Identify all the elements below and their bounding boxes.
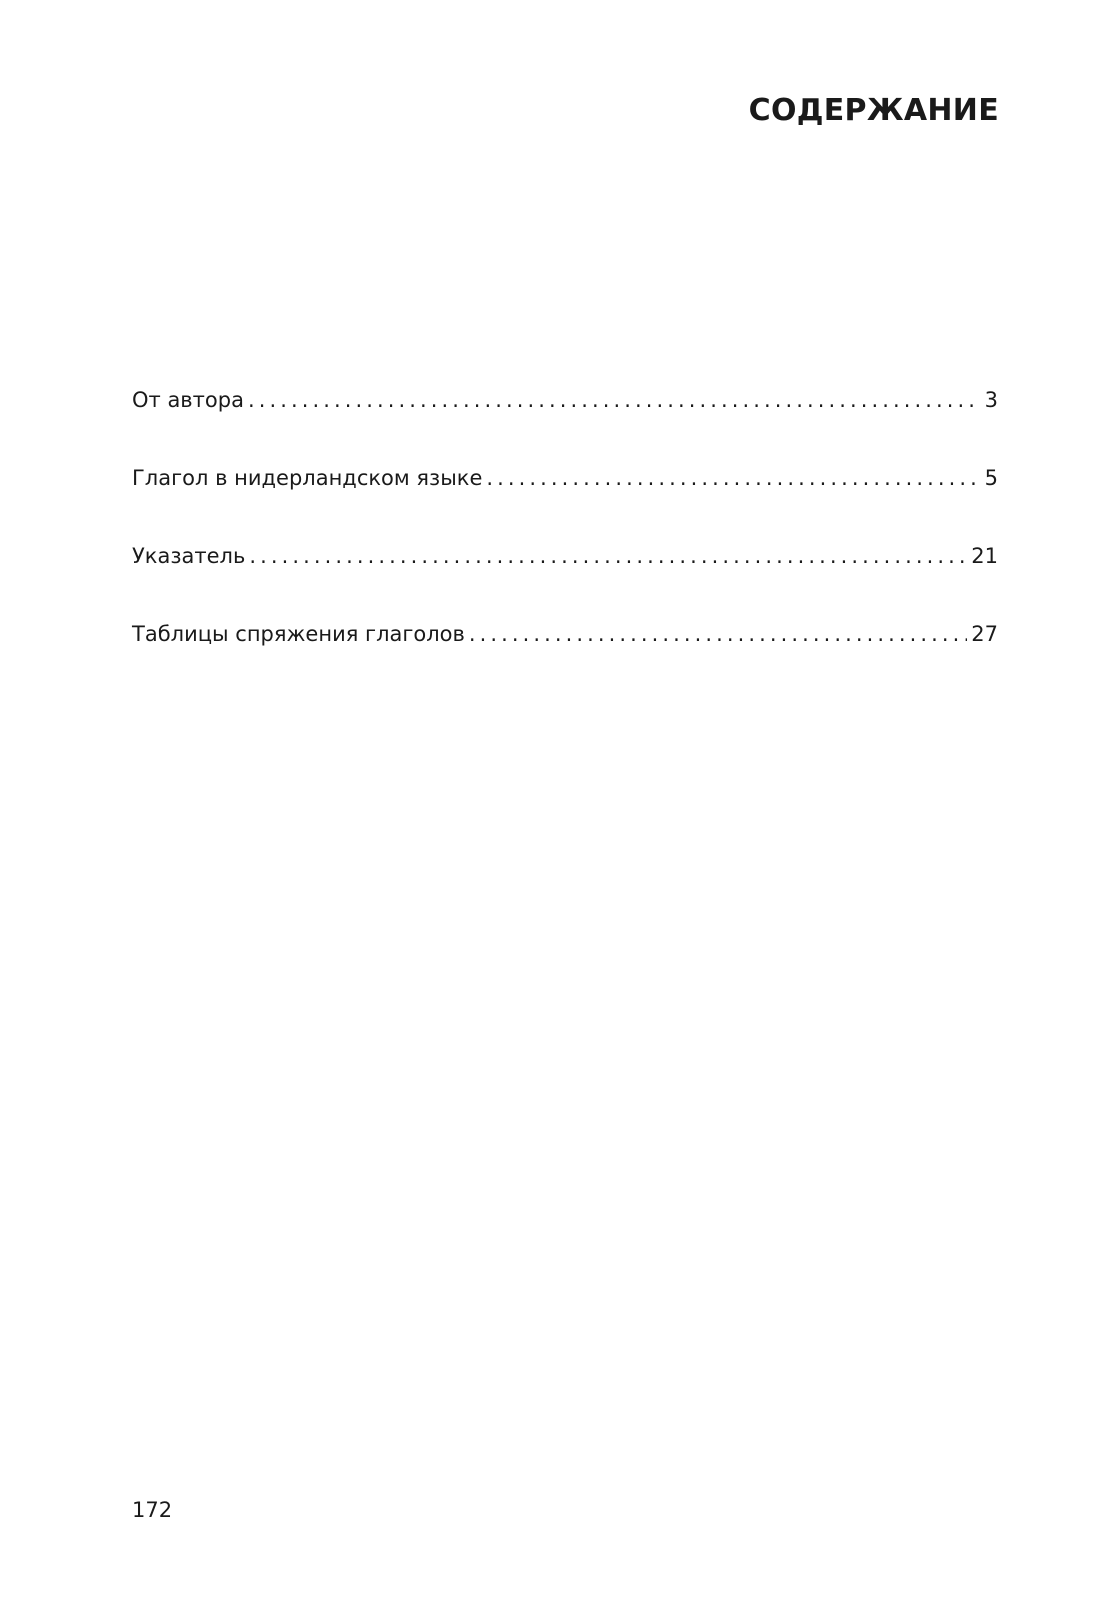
- toc-entry[interactable]: [132, 537, 998, 575]
- dot-leader: [249, 537, 967, 575]
- page-heading: СОДЕРЖАНИЕ: [748, 93, 999, 128]
- toc-entry-page: 27: [971, 622, 998, 646]
- toc-entry[interactable]: [132, 459, 998, 497]
- table-of-contents: [132, 381, 998, 693]
- toc-entry[interactable]: [132, 615, 998, 653]
- dot-leader: [469, 615, 967, 653]
- toc-entry-title: Таблицы спряжения глаголов: [132, 622, 465, 646]
- toc-entry[interactable]: [132, 381, 998, 419]
- toc-entry-title: Указатель: [132, 544, 246, 568]
- toc-entry-page: 5: [984, 466, 998, 490]
- dot-leader: [248, 381, 981, 419]
- toc-entry-title: Глагол в нидерландском языке: [132, 466, 483, 490]
- dot-leader: [486, 459, 980, 497]
- toc-entry-title: От автора: [132, 388, 244, 412]
- page-number: 172: [132, 1498, 173, 1522]
- toc-entry-page: 21: [971, 544, 998, 568]
- toc-entry-page: 3: [984, 388, 998, 412]
